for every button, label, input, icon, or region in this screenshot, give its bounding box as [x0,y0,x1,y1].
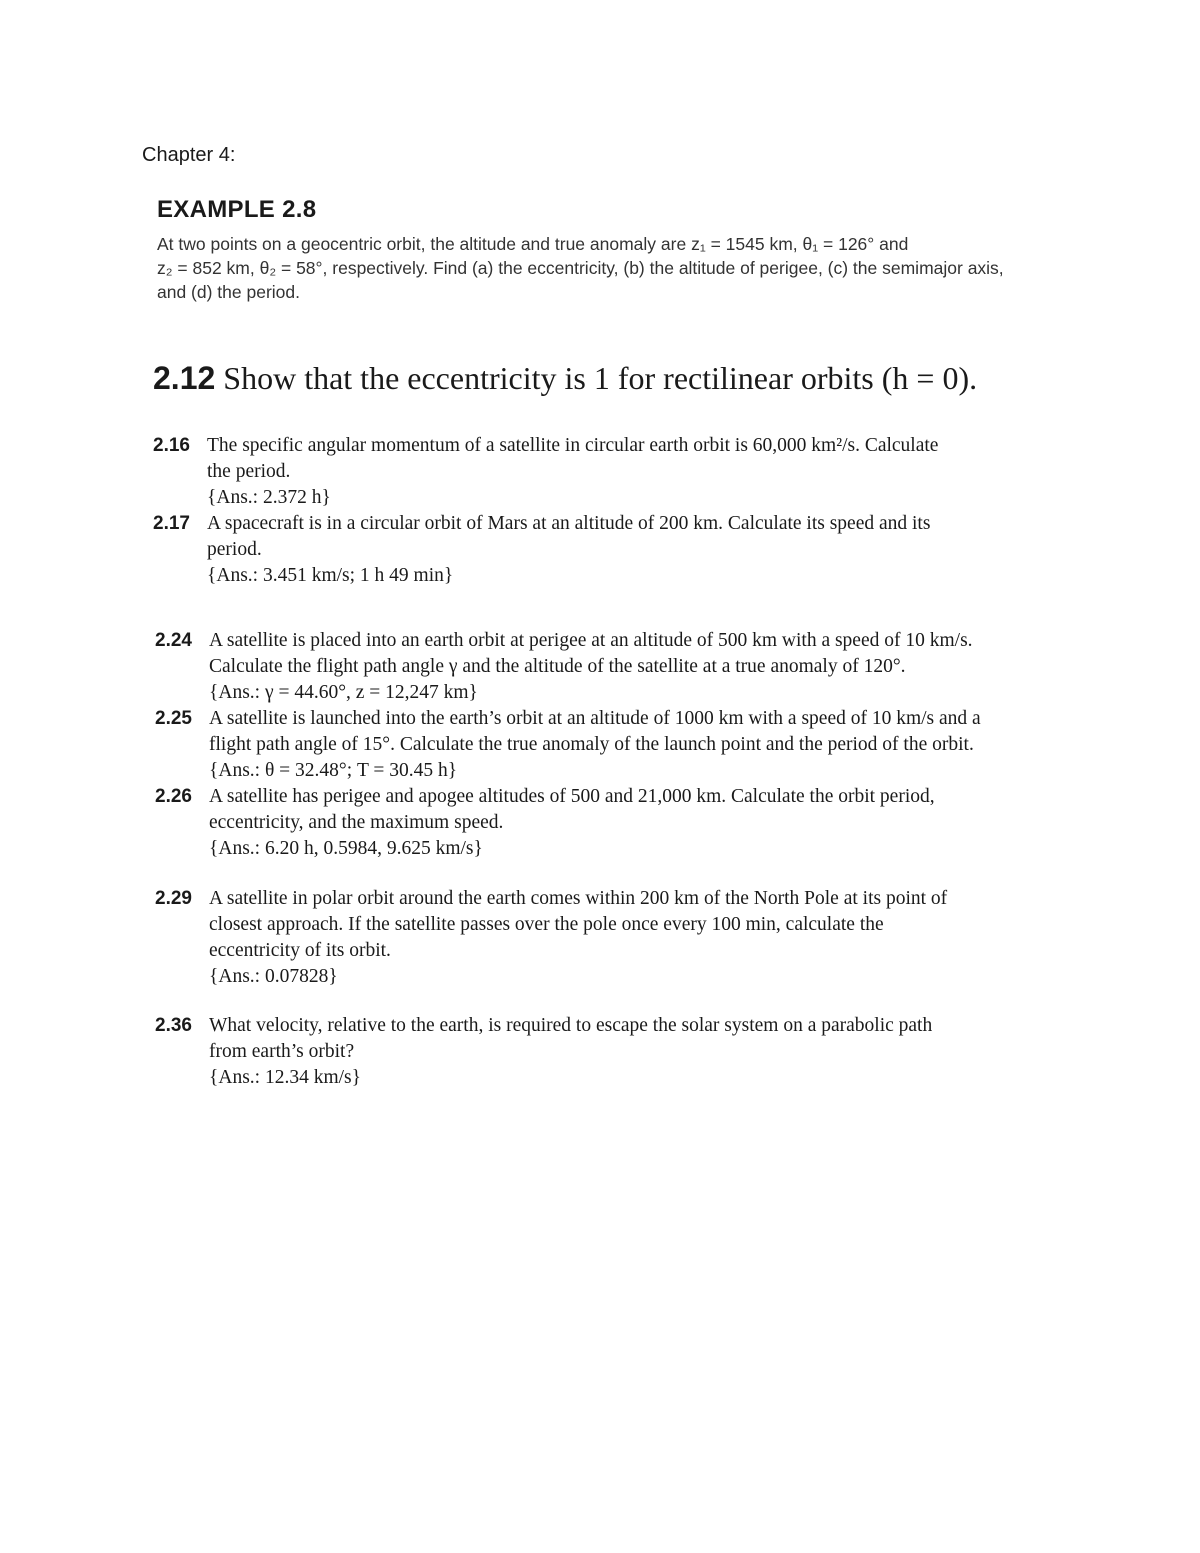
problem-number: 2.26 [155,786,192,807]
problem-line: The specific angular momentum of a satellite in circular earth orbit is 60,000 km²/s. Calculate [207,435,939,456]
problem-line: the period. [207,461,291,482]
answer-line: {Ans.: γ = 44.60°, z = 12,247 km} [209,682,478,703]
problem-line: closest approach. If the satellite passes over the pole once every 100 min, calculate the [209,914,884,935]
answer-line: {Ans.: 12.34 km/s} [209,1067,361,1088]
example-line: and (d) the period. [157,282,301,302]
problem-line: eccentricity of its orbit. [209,940,391,961]
problem-line: flight path angle of 15°. Calculate the true anomaly of the launch point and the period of the orbit. [209,734,974,755]
problem-line: A satellite in polar orbit around the earth comes within 200 km of the North Pole at its point of [209,888,948,909]
answer-line: {Ans.: 6.20 h, 0.5984, 9.625 km/s} [209,838,483,859]
example-line: At two points on a geocentric orbit, the altitude and true anomaly are z₁ = 1545 km, θ₁ = 126° and [157,234,909,254]
problem-2-12 [153,360,977,397]
problem-text [209,886,1035,990]
problem-number: 2.25 [155,708,192,729]
problem-number: 2.24 [155,630,192,651]
problem-line: from earth’s orbit? [209,1041,355,1062]
answer-line: {Ans.: 0.07828} [209,966,338,987]
chapter-heading: Chapter 4: [142,144,236,166]
problem-text: Show that the eccentricity is 1 for rectilinear orbits (h = 0). [223,360,978,396]
answer-line: {Ans.: 2.372 h} [207,487,331,508]
answer-line: {Ans.: 3.451 km/s; 1 h 49 min} [207,565,454,586]
example-body [157,232,1050,304]
problem-number: 2.36 [155,1015,192,1036]
answer-line: {Ans.: θ = 32.48°; T = 30.45 h} [209,760,458,781]
problem-text [207,433,1043,511]
problem-text [209,1013,1035,1091]
problem-line: A spacecraft is in a circular orbit of Mars at an altitude of 200 km. Calculate its speed and its [207,513,931,534]
example-title: EXAMPLE 2.8 [157,196,317,223]
problem-text [209,706,1035,784]
problem-number: 2.29 [155,888,192,909]
example-line: z₂ = 852 km, θ₂ = 58°, respectively. Find (a) the eccentricity, (b) the altitude of perigee, (c) the semimajor axis, [157,258,1004,278]
problem-number: 2.16 [153,435,190,456]
problem-line: Calculate the flight path angle γ and the altitude of the satellite at a true anomaly of 120°. [209,656,906,677]
problem-line: A satellite is launched into the earth’s orbit at an altitude of 1000 km with a speed of 10 km/s and a [209,708,981,729]
problem-text [209,628,1035,706]
problem-line: A satellite is placed into an earth orbit at perigee at an altitude of 500 km with a speed of 10 km/s. [209,630,973,651]
problem-text [209,784,1035,862]
problem-line: A satellite has perigee and apogee altitudes of 500 and 21,000 km. Calculate the orbit period, [209,786,935,807]
problem-line: What velocity, relative to the earth, is required to escape the solar system on a parabolic path [209,1015,933,1036]
problem-line: eccentricity, and the maximum speed. [209,812,504,833]
problem-number: 2.17 [153,513,190,534]
problem-line: period. [207,539,262,560]
problem-text [207,511,1043,589]
problem-number: 2.12 [153,360,216,396]
